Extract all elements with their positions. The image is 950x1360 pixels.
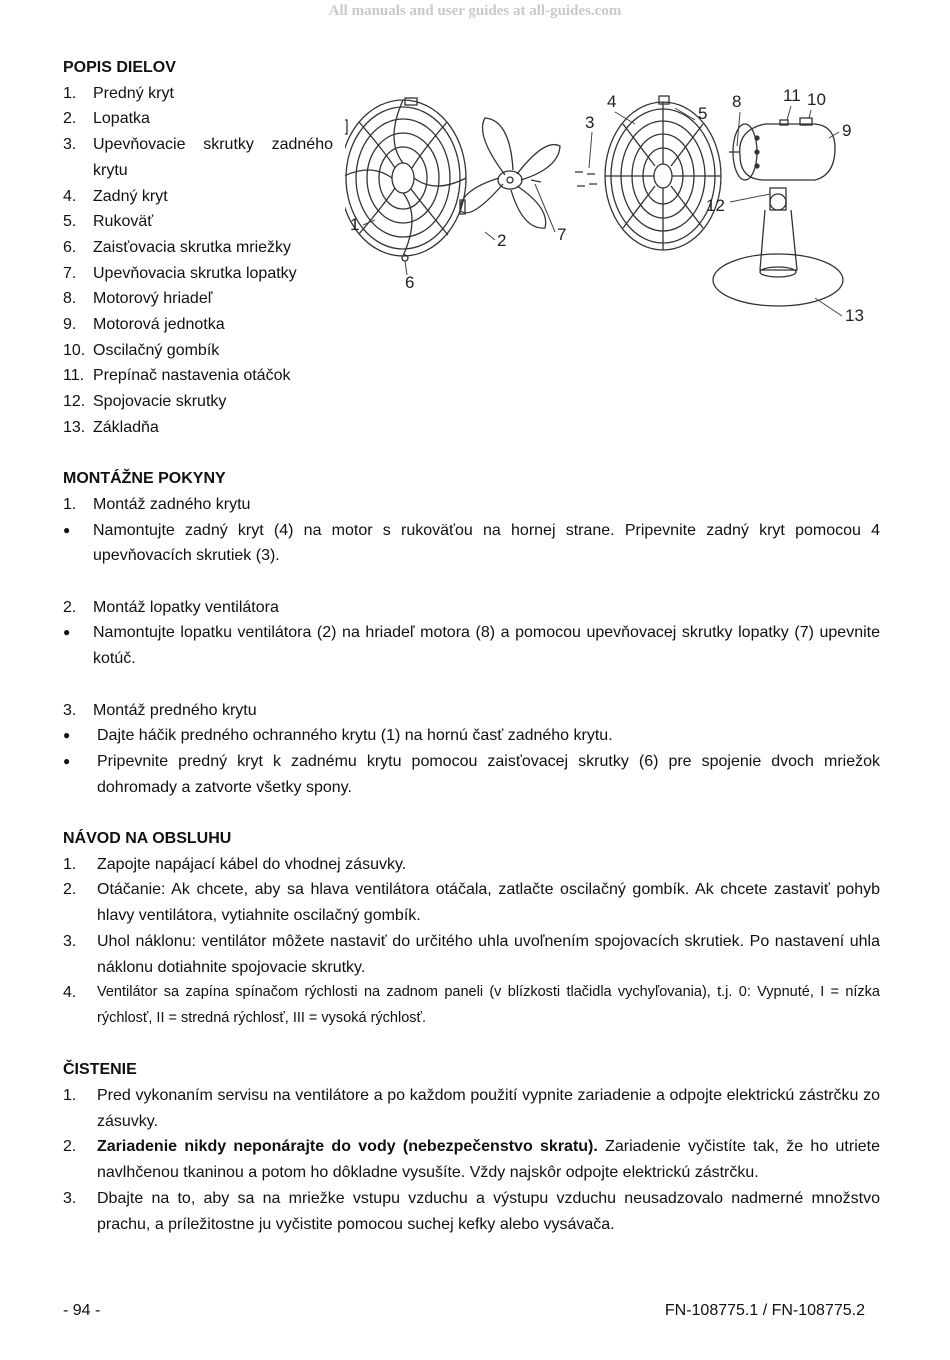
bullet-icon: ●	[63, 522, 71, 537]
assembly-step-3-bullet-2: ● Pripevnite predný kryt k zadnému krytu pomocou zaisťovacej skrutky (6) pre spojenie dvoch mriežok dohromady a zatvorte všetky spony.	[63, 749, 880, 800]
operation-item: 4. Ventilátor sa zapína spínačom rýchlosti na zadnom paneli (v blízkosti tlačidla vychyľovania), t.j. 0: Vypnuté, I = nízka rýchlosť, II = stredná rýchlosť, III = vysoká rýchlosť.	[63, 984, 880, 1026]
callout-2: 2	[497, 231, 507, 250]
screws-illustration	[531, 172, 597, 186]
cleaning-item-3: 3. Dbajte na to, aby sa na mriežke vstupu vzduchu a výstupu vzduchu neusadzovalo nadmerné množstvo prachu, a príležitostne ju vyčistite pomocou suchej kefky alebo vysávača.	[63, 1189, 880, 1233]
callout-7: 7	[557, 225, 567, 244]
assembly-step-1: 1. Montáž zadného krytu	[63, 495, 251, 513]
callout-4: 4	[607, 92, 617, 111]
part-item: 1. Predný kryt	[63, 84, 174, 102]
front-guard-illustration	[345, 98, 466, 261]
part-item: 4. Zadný kryt	[63, 187, 168, 205]
callout-11: 11	[783, 86, 801, 105]
fan-exploded-diagram	[345, 80, 885, 340]
warning-text: Zariadenie nikdy neponárajte do vody (nebezpečenstvo skratu).	[97, 1138, 598, 1156]
callout-5: 5	[698, 104, 708, 123]
callout-10: 10	[807, 90, 826, 109]
parts-title: POPIS DIELOV	[63, 59, 176, 76]
cleaning-item-2: 2. Zariadenie nikdy neponárajte do vody (nebezpečenstvo skratu). Zariadenie vyčistíte tak, že ho utriete navlhčenou tkaninou a potom ho dôkladne vysušíte. Vždy najskôr odpojte elektrickú zástrčku.	[63, 1138, 880, 1182]
assembly-step-3: 3. Montáž predného krytu	[63, 701, 257, 719]
bullet-icon: ●	[63, 728, 71, 743]
operation-item: 3. Uhol náklonu: ventilátor môžete nastaviť do určitého uhla uvoľnením spojovacích skrutiek. Po nastavení uhla náklonu dotiahnite spojovacie skrutky.	[63, 932, 880, 976]
callout-13: 13	[845, 306, 864, 325]
part-item: 13. Základňa	[63, 418, 159, 436]
part-item: 7. Upevňovacia skrutka lopatky	[63, 264, 297, 282]
assembly-title: MONTÁŽNE POKYNY	[63, 470, 226, 488]
assembly-step-1-bullet: ● Namontujte zadný kryt (4) na motor s rukoväťou na hornej strane. Pripevnite zadný kryt pomocou 4 upevňovacích skrutiek (3).	[63, 518, 880, 569]
callout-3: 3	[585, 113, 595, 132]
part-item: 8. Motorový hriadeľ	[63, 290, 213, 308]
assembly-step-3-bullet-1: ● Dajte háčik predného ochranného krytu (1) na hornú časť zadného krytu.	[63, 723, 880, 749]
motor-illustration	[713, 118, 843, 306]
operation-item: 2. Otáčanie: Ak chcete, aby sa hlava ventilátora otáčala, zatlačte oscilačný gombík. Ak chcete zastaviť pohyb hlavy ventilátora, vytiahnite oscilačný gombík.	[63, 881, 880, 925]
part-item: 11. Prepínač nastavenia otáčok	[63, 367, 291, 385]
part-item: 6. Zaisťovacia skrutka mriežky	[63, 238, 292, 256]
page-number: - 94 -	[63, 1302, 101, 1319]
callout-1: 1	[350, 215, 360, 234]
cleaning-item-1: 1. Pred vykonaním servisu na ventilátore a po každom použití vypnite zariadenie a odpojte elektrickú zástrčku zo zásuvky.	[63, 1087, 880, 1130]
part-item: 10. Oscilačný gombík	[63, 341, 220, 359]
model-number: FN-108775.1 / FN-108775.2	[664, 1302, 865, 1319]
bullet-icon: ●	[63, 753, 71, 768]
part-item: 3. Upevňovacie skrutky zadného krytu	[63, 136, 333, 179]
part-item: 12. Spojovacie skrutky	[63, 393, 227, 411]
part-item: 2. Lopatka	[63, 110, 150, 128]
callout-8: 8	[732, 92, 742, 111]
bullet-icon: ●	[63, 625, 71, 640]
watermark: All manuals and user guides at all-guides.com	[328, 3, 622, 19]
callout-6: 6	[405, 273, 415, 292]
part-item: 9. Motorová jednotka	[63, 316, 225, 334]
operation-item: 1. Zapojte napájací kábel do vhodnej zásuvky.	[63, 855, 407, 873]
part-item: 5. Rukoväť	[63, 213, 154, 231]
parts-list	[63, 81, 333, 441]
operation-list	[63, 852, 880, 1032]
assembly-step-2-bullet: ● Namontujte lopatku ventilátora (2) na hriadeľ motora (8) a pomocou upevňovacej skrutky lopatky (7) upevnite kotúč.	[63, 620, 880, 671]
callout-12: 12	[706, 196, 725, 215]
assembly-step-2: 2. Montáž lopatky ventilátora	[63, 598, 279, 616]
blade-illustration	[460, 118, 560, 228]
operation-title: NÁVOD NA OBSLUHU	[63, 830, 232, 848]
callout-9: 9	[842, 121, 852, 140]
cleaning-title: ČISTENIE	[63, 1061, 137, 1079]
